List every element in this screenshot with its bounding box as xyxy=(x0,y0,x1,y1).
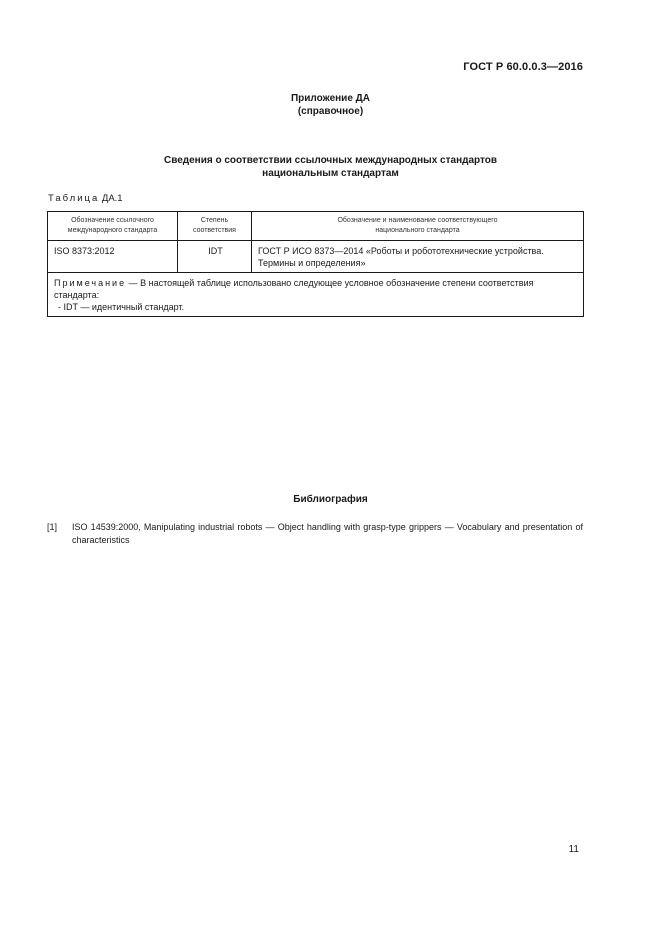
bibliography-title: Библиография xyxy=(293,494,368,505)
table-row xyxy=(48,241,584,273)
header-degree-line1: Степень xyxy=(200,217,229,224)
cell-national-standard: ГОСТ Р ИСО 8373—2014 «Роботы и робототехнические устройства. Термины и определения» xyxy=(252,241,584,273)
header-intl-standard-line1: Обозначение ссылочного xyxy=(71,217,154,224)
table-caption-prefix: Таблица xyxy=(48,193,100,204)
page-number: 11 xyxy=(568,844,579,855)
cell-degree: IDT xyxy=(178,241,252,273)
table-caption xyxy=(48,193,123,204)
section-title xyxy=(0,154,661,180)
document-code: ГОСТ Р 60.0.0.3—2016 xyxy=(463,61,583,73)
correspondence-table xyxy=(47,211,584,317)
header-intl-standard-line2: международного стандарта xyxy=(67,227,158,234)
table-caption-number: ДА.1 xyxy=(101,193,123,204)
header-degree xyxy=(178,212,252,241)
bibliography-entry xyxy=(47,521,583,547)
note-text-block xyxy=(54,277,579,301)
header-degree-line2: соответствия xyxy=(193,227,236,234)
header-intl-standard xyxy=(48,212,178,241)
table-header-row xyxy=(48,212,584,241)
section-title-line2: национальным стандартам xyxy=(262,168,399,179)
appendix-heading xyxy=(0,92,661,118)
header-national-standard xyxy=(252,212,584,241)
table-note xyxy=(48,273,584,317)
note-label: Примечание xyxy=(54,278,127,288)
section-title-line1: Сведения о соответствии ссылочных международных стандартов xyxy=(163,155,498,166)
table-note-row xyxy=(48,273,584,317)
header-national-standard-line2: национального стандарта xyxy=(375,227,460,234)
note-item: - IDT — идентичный стандарт. xyxy=(58,302,185,312)
header-national-standard-line1: Обозначение и наименование соответствующего xyxy=(337,217,498,224)
note-text: — В настоящей таблице использовано следующее условное обозначение степени соответствия стандарта: xyxy=(54,278,534,300)
appendix-title: Приложение ДА xyxy=(290,93,371,104)
appendix-subtitle: (справочное) xyxy=(297,106,364,117)
cell-intl-standard: ISO 8373:2012 xyxy=(48,241,178,273)
bibliography-entry-number: [1] xyxy=(47,522,58,532)
bibliography-entry-text: ISO 14539:2000, Manipulating industrial robots — Object handling with grasp-type grippers — Vocabulary and presentation of characteristics xyxy=(72,522,583,545)
